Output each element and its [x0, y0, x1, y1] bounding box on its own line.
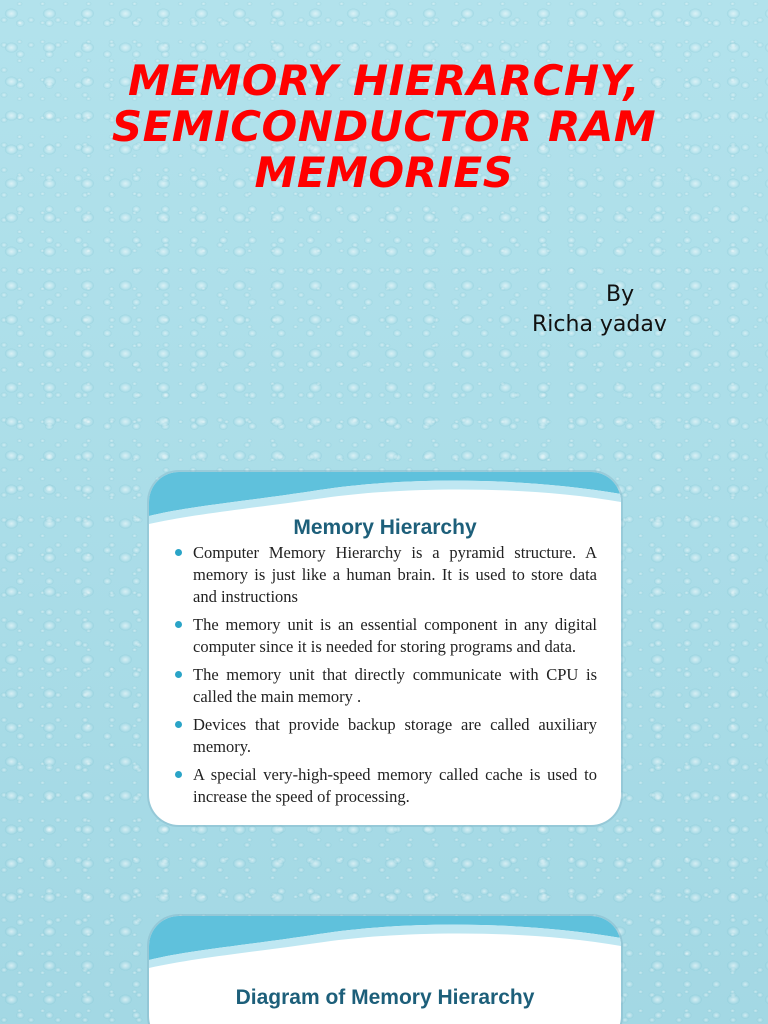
bullet-dot-icon [175, 721, 182, 728]
list-item: The memory unit that directly communicate with CPU is called the main memory . [175, 664, 597, 708]
title-line-3: MEMORIES [254, 148, 514, 197]
slide-heading: Memory Hierarchy [293, 516, 477, 539]
list-item: A special very-high-speed memory called cache is used to increase the speed of processing. [175, 764, 597, 808]
slide-bullet-list [175, 542, 597, 814]
title-line-2: SEMICONDUCTOR RAM [111, 102, 657, 151]
bullet-dot-icon [175, 549, 182, 556]
author-block [500, 280, 720, 340]
list-item: Computer Memory Hierarchy is a pyramid structure. A memory is just like a human brain. It is used to store data and instructions [175, 542, 597, 608]
bullet-dot-icon [175, 671, 182, 678]
slide-thumbnail-memory-hierarchy [149, 472, 621, 825]
slide-thumbnail-diagram [149, 916, 621, 1024]
author-name: Richa yadav [532, 312, 667, 337]
author-by-label: By [606, 282, 635, 307]
slide-heading: Diagram of Memory Hierarchy [235, 986, 535, 1009]
list-item: The memory unit is an essential component in any digital computer since it is needed for storing programs and data. [175, 614, 597, 658]
title-line-1: MEMORY HIERARCHY, [127, 56, 641, 105]
bullet-dot-icon [175, 621, 182, 628]
bullet-dot-icon [175, 771, 182, 778]
list-item: Devices that provide backup storage are called auxiliary memory. [175, 714, 597, 758]
slide-wave-decoration [149, 916, 621, 976]
page-title [0, 58, 768, 196]
